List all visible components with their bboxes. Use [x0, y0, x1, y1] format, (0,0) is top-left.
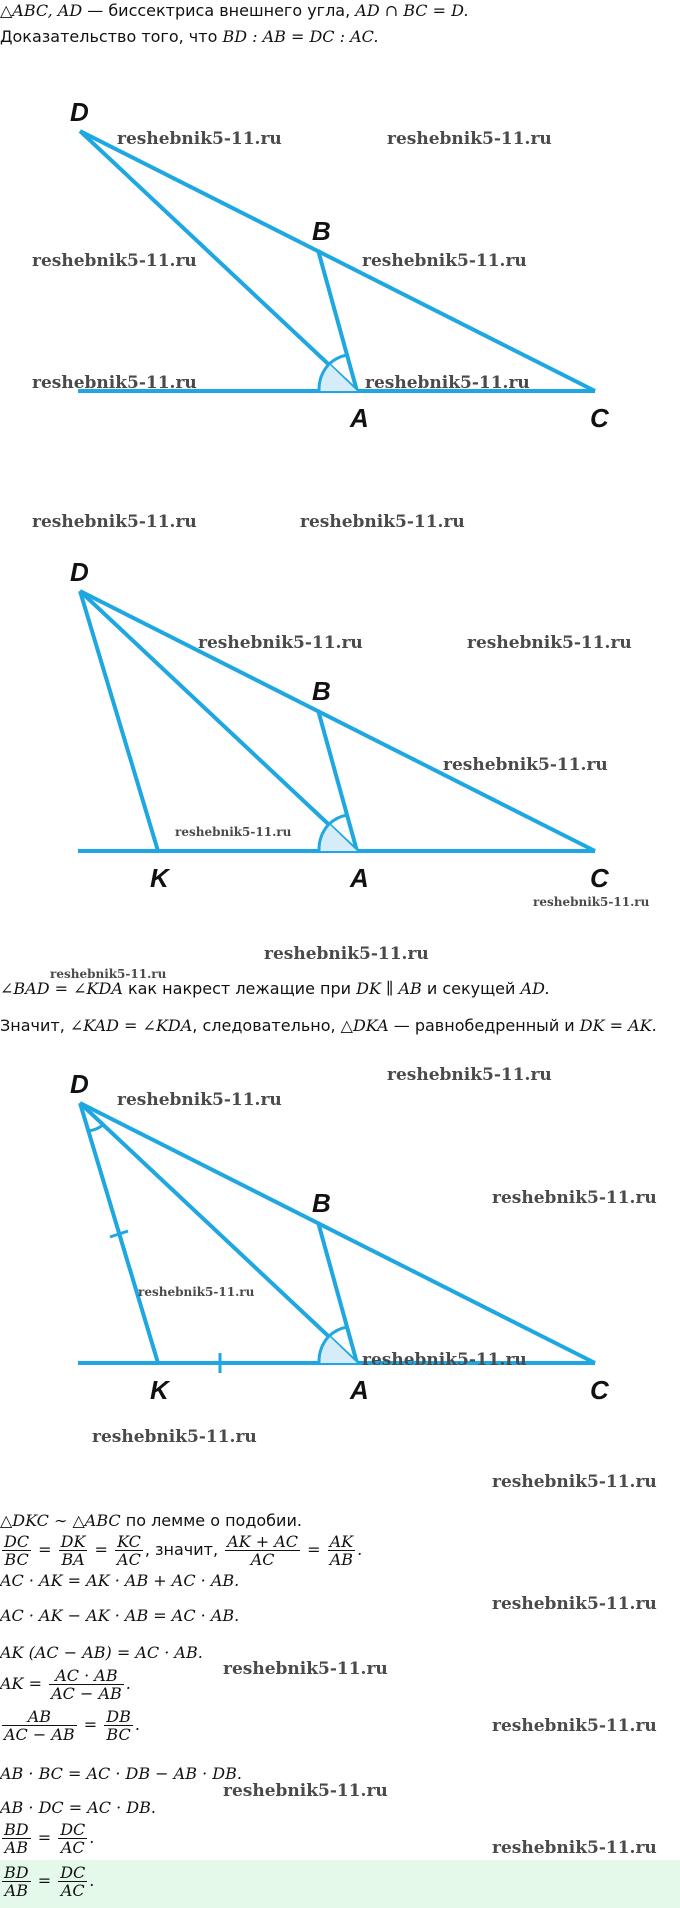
fraction [328, 1533, 356, 1568]
math: ∠BAD = ∠KDA [0, 979, 123, 998]
numerator: DK [60, 1532, 86, 1551]
similarity-line [0, 1510, 302, 1532]
watermark: reshebnik5-11.ru [117, 129, 282, 149]
angle-equality-line [0, 978, 549, 1000]
denominator: AC [60, 1838, 85, 1857]
figure-2 [0, 545, 680, 905]
watermark: reshebnik5-11.ru [92, 1427, 257, 1447]
numerator: DB [106, 1707, 131, 1726]
label-b: B [312, 1188, 331, 1218]
text: Доказательство того, что [0, 27, 223, 46]
watermark: reshebnik5-11.ru [492, 1716, 657, 1736]
watermark: reshebnik5-11.ru [387, 129, 552, 149]
text: Значит, [0, 1016, 70, 1035]
math: AD. [520, 979, 550, 998]
math: △DKA [340, 1016, 389, 1035]
equals-sign: = [94, 1540, 108, 1559]
watermark: reshebnik5-11.ru [117, 1090, 282, 1110]
label-a: A [350, 1375, 369, 1405]
equation-1: AC · AK = AK · AB + AC · AB. [0, 1571, 240, 1590]
equals-sign: = [307, 1540, 321, 1559]
math: DK ∥ AB [356, 979, 422, 998]
lhs: AK = [0, 1674, 42, 1693]
label-b: B [312, 216, 331, 246]
denominator: BC [4, 1550, 29, 1569]
fraction [58, 1821, 87, 1856]
equation-3: AK (AC − AB) = AC · AB. [0, 1643, 203, 1662]
equals-sign: = [37, 1828, 52, 1847]
text: и секущей [421, 979, 521, 998]
math: ∠KAD = ∠KDA [69, 1016, 193, 1035]
equation-4 [0, 1667, 131, 1702]
fraction [2, 1533, 31, 1568]
numerator: BD [4, 1820, 29, 1839]
watermark: reshebnik5-11.ru [492, 1594, 657, 1614]
denominator: BA [61, 1550, 85, 1569]
watermark: reshebnik5-11.ru [533, 895, 650, 909]
watermark: reshebnik5-11.ru [32, 251, 197, 271]
math: BD : AB = DC : AC. [222, 27, 379, 46]
denominator: AC [60, 1881, 85, 1900]
fraction [59, 1533, 88, 1568]
fraction [58, 1864, 87, 1899]
watermark: reshebnik5-11.ru [223, 1781, 388, 1801]
period: . [89, 1828, 95, 1847]
watermark: reshebnik5-11.ru [198, 633, 363, 653]
denominator: BC [106, 1725, 131, 1744]
watermark: reshebnik5-11.ru [362, 1350, 527, 1370]
watermark: reshebnik5-11.ru [264, 944, 429, 964]
label-c: C [590, 863, 609, 893]
isosceles-line [0, 1015, 657, 1037]
label-c: C [590, 403, 609, 433]
label-c: C [590, 1375, 609, 1405]
watermark: reshebnik5-11.ru [365, 373, 530, 393]
fraction [2, 1708, 77, 1743]
numerator: DC [60, 1863, 86, 1882]
angle-arc [329, 815, 347, 824]
period: . [89, 1871, 95, 1890]
angle-arc-d [88, 1124, 104, 1131]
watermark: reshebnik5-11.ru [50, 967, 167, 981]
denominator: AC − AB [4, 1725, 75, 1744]
numerator: BD [4, 1863, 29, 1882]
equation-7: AB · DC = AC · DB. [0, 1798, 156, 1817]
text: — равнобедренный и [388, 1016, 580, 1035]
watermark: reshebnik5-11.ru [138, 1285, 255, 1299]
watermark: reshebnik5-11.ru [300, 512, 465, 532]
equation-2: AC · AK − AK · AB = AC · AB. [0, 1606, 240, 1625]
label-b: B [312, 676, 331, 706]
denominator: AB [4, 1838, 28, 1857]
watermark: reshebnik5-11.ru [175, 825, 292, 839]
angle-arc [329, 1327, 347, 1336]
label-d: D [70, 557, 89, 587]
final-answer [0, 1864, 94, 1899]
watermark: reshebnik5-11.ru [443, 755, 608, 775]
denominator: AC − AB [51, 1684, 122, 1703]
label-k: K [150, 1375, 169, 1405]
proportion-line [0, 1533, 362, 1568]
math: △DKC ∼ △ABC [0, 1511, 121, 1530]
proof-goal-line [0, 26, 378, 48]
period: . [357, 1540, 363, 1559]
fraction [225, 1533, 300, 1568]
watermark: reshebnik5-11.ru [492, 1472, 657, 1492]
numerator: AC · AB [49, 1667, 124, 1685]
label-a: A [350, 863, 369, 893]
numerator: AB [2, 1708, 77, 1726]
denominator: AB [329, 1550, 354, 1569]
angle-arc [329, 355, 347, 364]
denominator: AC [250, 1550, 275, 1569]
watermark: reshebnik5-11.ru [467, 633, 632, 653]
equation-6: AB · BC = AC · DB − AB · DB. [0, 1764, 242, 1783]
label-k: K [150, 863, 169, 893]
math: AD ∩ BC = D. [355, 1, 469, 20]
fraction [2, 1821, 31, 1856]
watermark: reshebnik5-11.ru [32, 512, 197, 532]
denominator: AB [4, 1881, 28, 1900]
watermark: reshebnik5-11.ru [387, 1065, 552, 1085]
math: △ABC, AD [0, 1, 83, 20]
label-d: D [70, 97, 89, 127]
fraction [2, 1864, 31, 1899]
watermark: reshebnik5-11.ru [223, 1659, 388, 1679]
numerator: AK + AC [227, 1532, 299, 1551]
line-dc [80, 1103, 595, 1363]
fraction [49, 1667, 124, 1702]
watermark: reshebnik5-11.ru [32, 373, 197, 393]
watermark: reshebnik5-11.ru [492, 1188, 657, 1208]
numerator: DC [60, 1820, 86, 1839]
text: , следовательно, [192, 1016, 341, 1035]
label-a: A [350, 403, 369, 433]
text: как накрест лежащие при [122, 979, 357, 998]
numerator: AK [329, 1532, 354, 1551]
text: по лемме о подобии. [120, 1511, 302, 1530]
equation-5 [0, 1708, 140, 1743]
figure-3 [0, 1057, 680, 1427]
denominator: AC [117, 1550, 141, 1569]
equals-sign: = [37, 1871, 52, 1890]
equals-sign: = [38, 1540, 52, 1559]
line-da [80, 591, 357, 851]
equation-8 [0, 1821, 94, 1856]
label-d: D [70, 1069, 89, 1099]
text: — биссектриса внешнего угла, [82, 1, 356, 20]
math: DK = AK. [579, 1016, 657, 1035]
fraction [104, 1708, 133, 1743]
answer-highlight [0, 1860, 680, 1908]
numerator: DC [4, 1532, 30, 1551]
line-dc [80, 591, 595, 851]
numerator: KC [115, 1533, 143, 1551]
watermark: reshebnik5-11.ru [492, 1838, 657, 1858]
statement-line [0, 0, 468, 22]
equals-sign: = [83, 1715, 98, 1734]
fraction [115, 1533, 143, 1568]
period: . [125, 1674, 131, 1693]
watermark: reshebnik5-11.ru [362, 251, 527, 271]
period: . [134, 1715, 140, 1734]
text: , значит, [144, 1540, 224, 1559]
